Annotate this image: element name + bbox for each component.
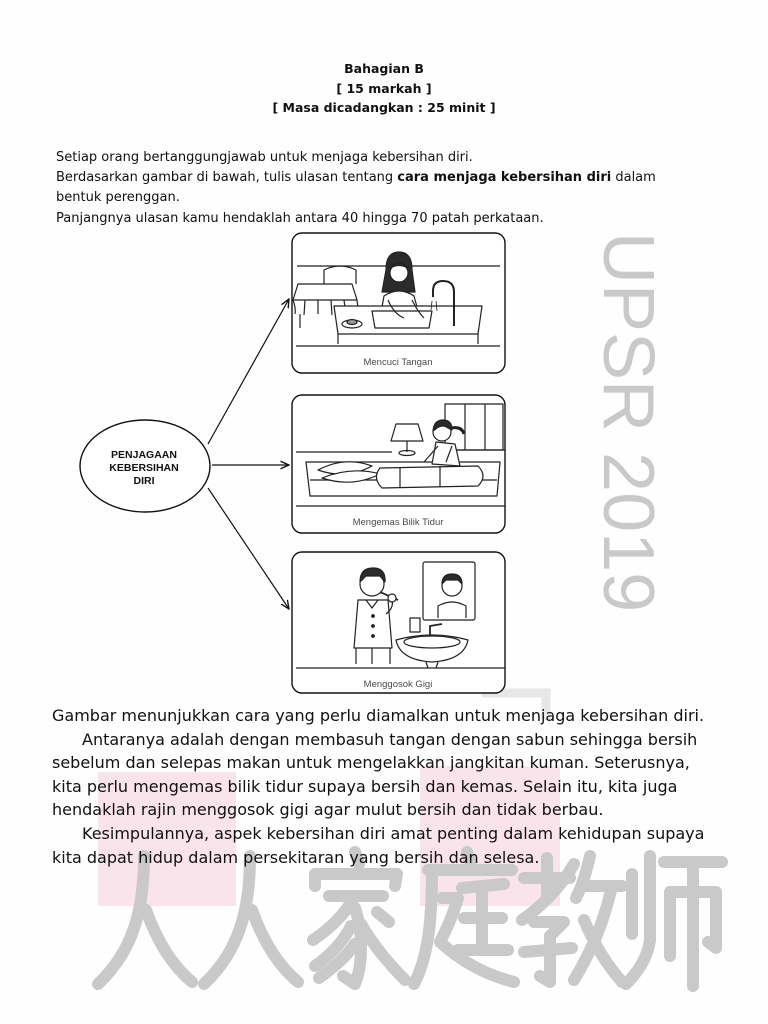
watermark-vertical-text: UPSR 2019: [588, 232, 668, 613]
answer-line-1: Gambar menunjukkan cara yang perlu diamalkan untuk menjaga kebersihan diri.: [52, 706, 705, 725]
hub-label-line-2: KEBERSIHAN: [109, 462, 179, 474]
arrow-to-picture-1: [208, 299, 289, 444]
answer-line-4: kita perlu mengemas bilik tidur supaya bersih dan kemas. Selain itu, kita juga: [52, 777, 678, 796]
answer-line-3: sebelum dan selepas makan untuk mengelakkan jangkitan kuman. Seterusnya,: [52, 753, 690, 772]
instruction-text: dalam: [611, 170, 656, 185]
picture-frame-3: [292, 552, 505, 693]
instruction-line-1: Setiap orang bertanggungjawab untuk menjaga kebersihan diri.: [56, 150, 473, 165]
arrow-to-picture-3: [208, 488, 289, 609]
hub-node: [80, 420, 210, 512]
answer-line-6: Kesimpulannya, aspek kebersihan diri amat penting dalam kehidupan supaya: [82, 824, 705, 843]
instruction-line-3: bentuk perenggan.: [56, 190, 180, 205]
hub-label-line-1: PENJAGAAN: [111, 449, 177, 461]
hub-label-line-3: DIRI: [133, 475, 155, 487]
instruction-emphasis: cara menjaga kebersihan diri: [397, 170, 612, 185]
answer-line-5: hendaklah rajin menggosok gigi agar mulut bersih dan tidak berbau.: [52, 800, 604, 819]
instruction-line-4: Panjangnya ulasan kamu hendaklah antara 40 hingga 70 patah perkataan.: [56, 211, 544, 226]
answer-line-2: Antaranya adalah dengan membasuh tangan dengan sabun sehingga bersih: [82, 730, 698, 749]
suggested-time-label: [ Masa dicadangkan : 25 minit ]: [272, 100, 496, 115]
section-title: Bahagian B: [344, 61, 424, 76]
instruction-text: Berdasarkan gambar di bawah, tulis ulasan tentang: [56, 170, 398, 185]
picture-caption-1: Mencuci Tangan: [363, 357, 433, 368]
picture-caption-2: Mengemas Bilik Tidur: [352, 517, 444, 528]
answer-line-7: kita dapat hidup dalam persekitaran yang bersih dan selesa.: [52, 848, 540, 867]
picture-caption-3: Menggosok Gigi: [363, 679, 433, 690]
marks-label: [ 15 markah ]: [336, 81, 432, 96]
